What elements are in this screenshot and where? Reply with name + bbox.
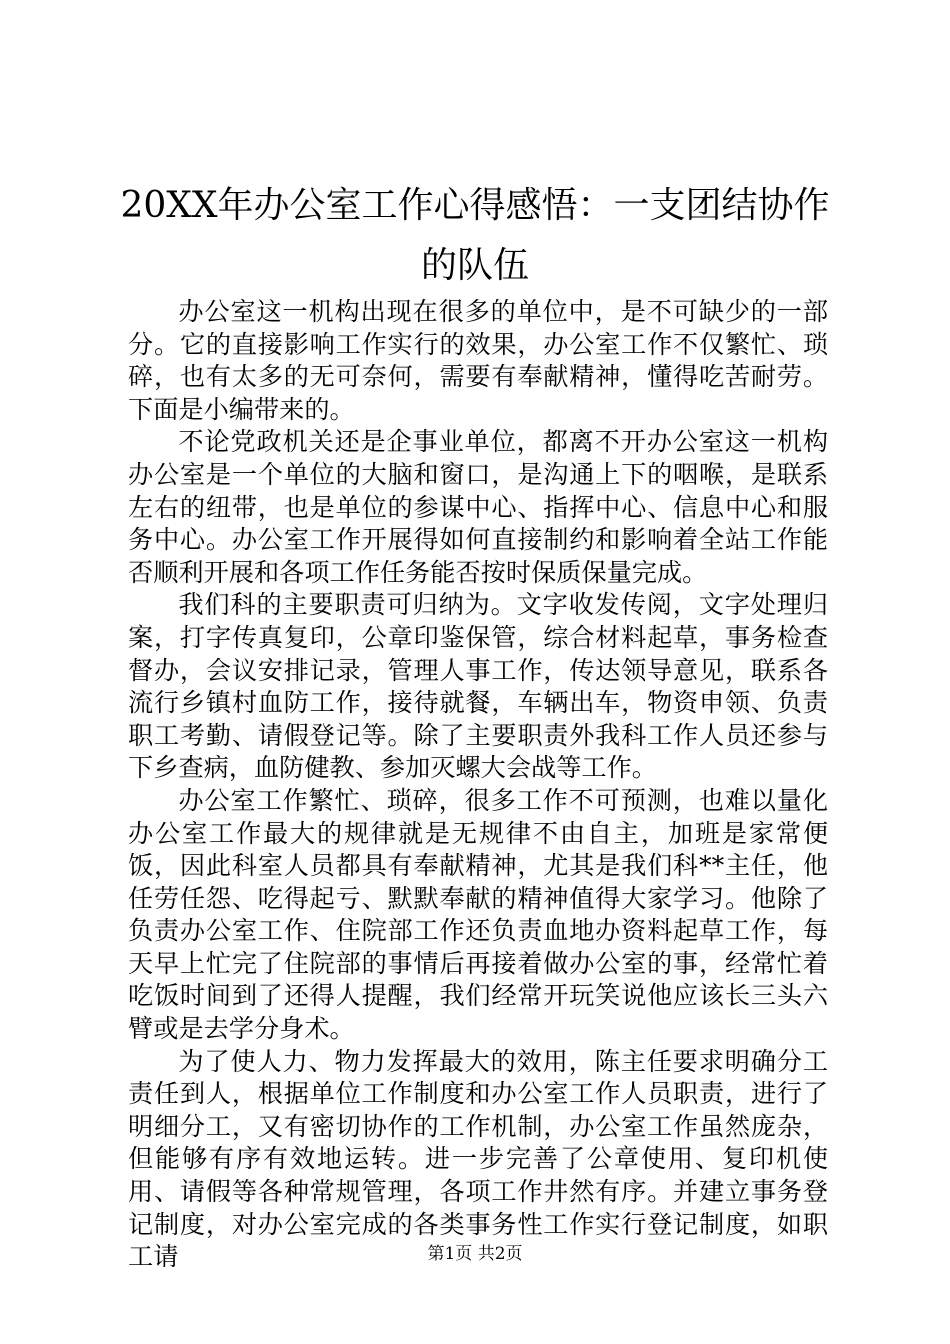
paragraph: 不论党政机关还是企事业单位，都离不开办公室这一机构办公室是一个单位的大脑和窗口，是沟通上下的咽喉，是联系左右的纽带，也是单位的参谋中心、指挥中心、信息中心和服务中心。办公室工作开展得如何直接制约和影响着全站工作能否顺利开展和各项工作任务能否按时保质保量完成。 xyxy=(128,427,828,587)
paragraph: 我们科的主要职责可归纳为。文字收发传阅，文字处理归案，打字传真复印，公章印鉴保管，综合材料起草，事务检查督办，会议安排记录，管理人事工作，传达领导意见，联系各流行乡镇村血防工作，接待就餐，车辆出车，物资申领、负责职工考勤、请假登记等。除了主要职责外我科工作人员还参与下乡查病，血防健教、参加灭螺大会战等工作。 xyxy=(128,590,828,783)
paragraph: 办公室这一机构出现在很多的单位中，是不可缺少的一部分。它的直接影响工作实行的效果，办公室工作不仅繁忙、琐碎，也有太多的无可奈何，需要有奉献精神，懂得吃苦耐劳。下面是小编带来的。 xyxy=(128,297,828,424)
page-footer: 第1页 共2页 xyxy=(427,1244,523,1264)
title-line-1: 20XX年办公室工作心得感悟：一支团结协作 xyxy=(120,185,830,226)
document-body xyxy=(128,296,828,1274)
title-line-2: 的队伍 xyxy=(420,245,529,286)
paragraph: 为了使人力、物力发挥最大的效用，陈主任要求明确分工责任到人，根据单位工作制度和办公室工作人员职责，进行了明细分工，又有密切协作的工作机制，办公室工作虽然庞杂，但能够有序有效地运转。进一步完善了公章使用、复印机使用、请假等各种常规管理，各项工作井然有序。并建立事务登记制度，对办公室完成的各类事务性工作实行登记制度，如职工请 xyxy=(128,1046,828,1272)
paragraph: 办公室工作繁忙、琐碎，很多工作不可预测，也难以量化办公室工作最大的规律就是无规律不由自主，加班是家常便饭，因此科室人员都具有奉献精神，尤其是我们科**主任，他任劳任怨、吃得起亏、默默奉献的精神值得大家学习。他除了负责办公室工作、住院部工作还负责血地办资料起草工作，每天早上忙完了住院部的事情后再接着做办公室的事，经常忙着吃饭时间到了还得人提醒，我们经常开玩笑说他应该长三头六臂或是去学分身术。 xyxy=(128,785,828,1044)
document-title xyxy=(100,176,850,296)
